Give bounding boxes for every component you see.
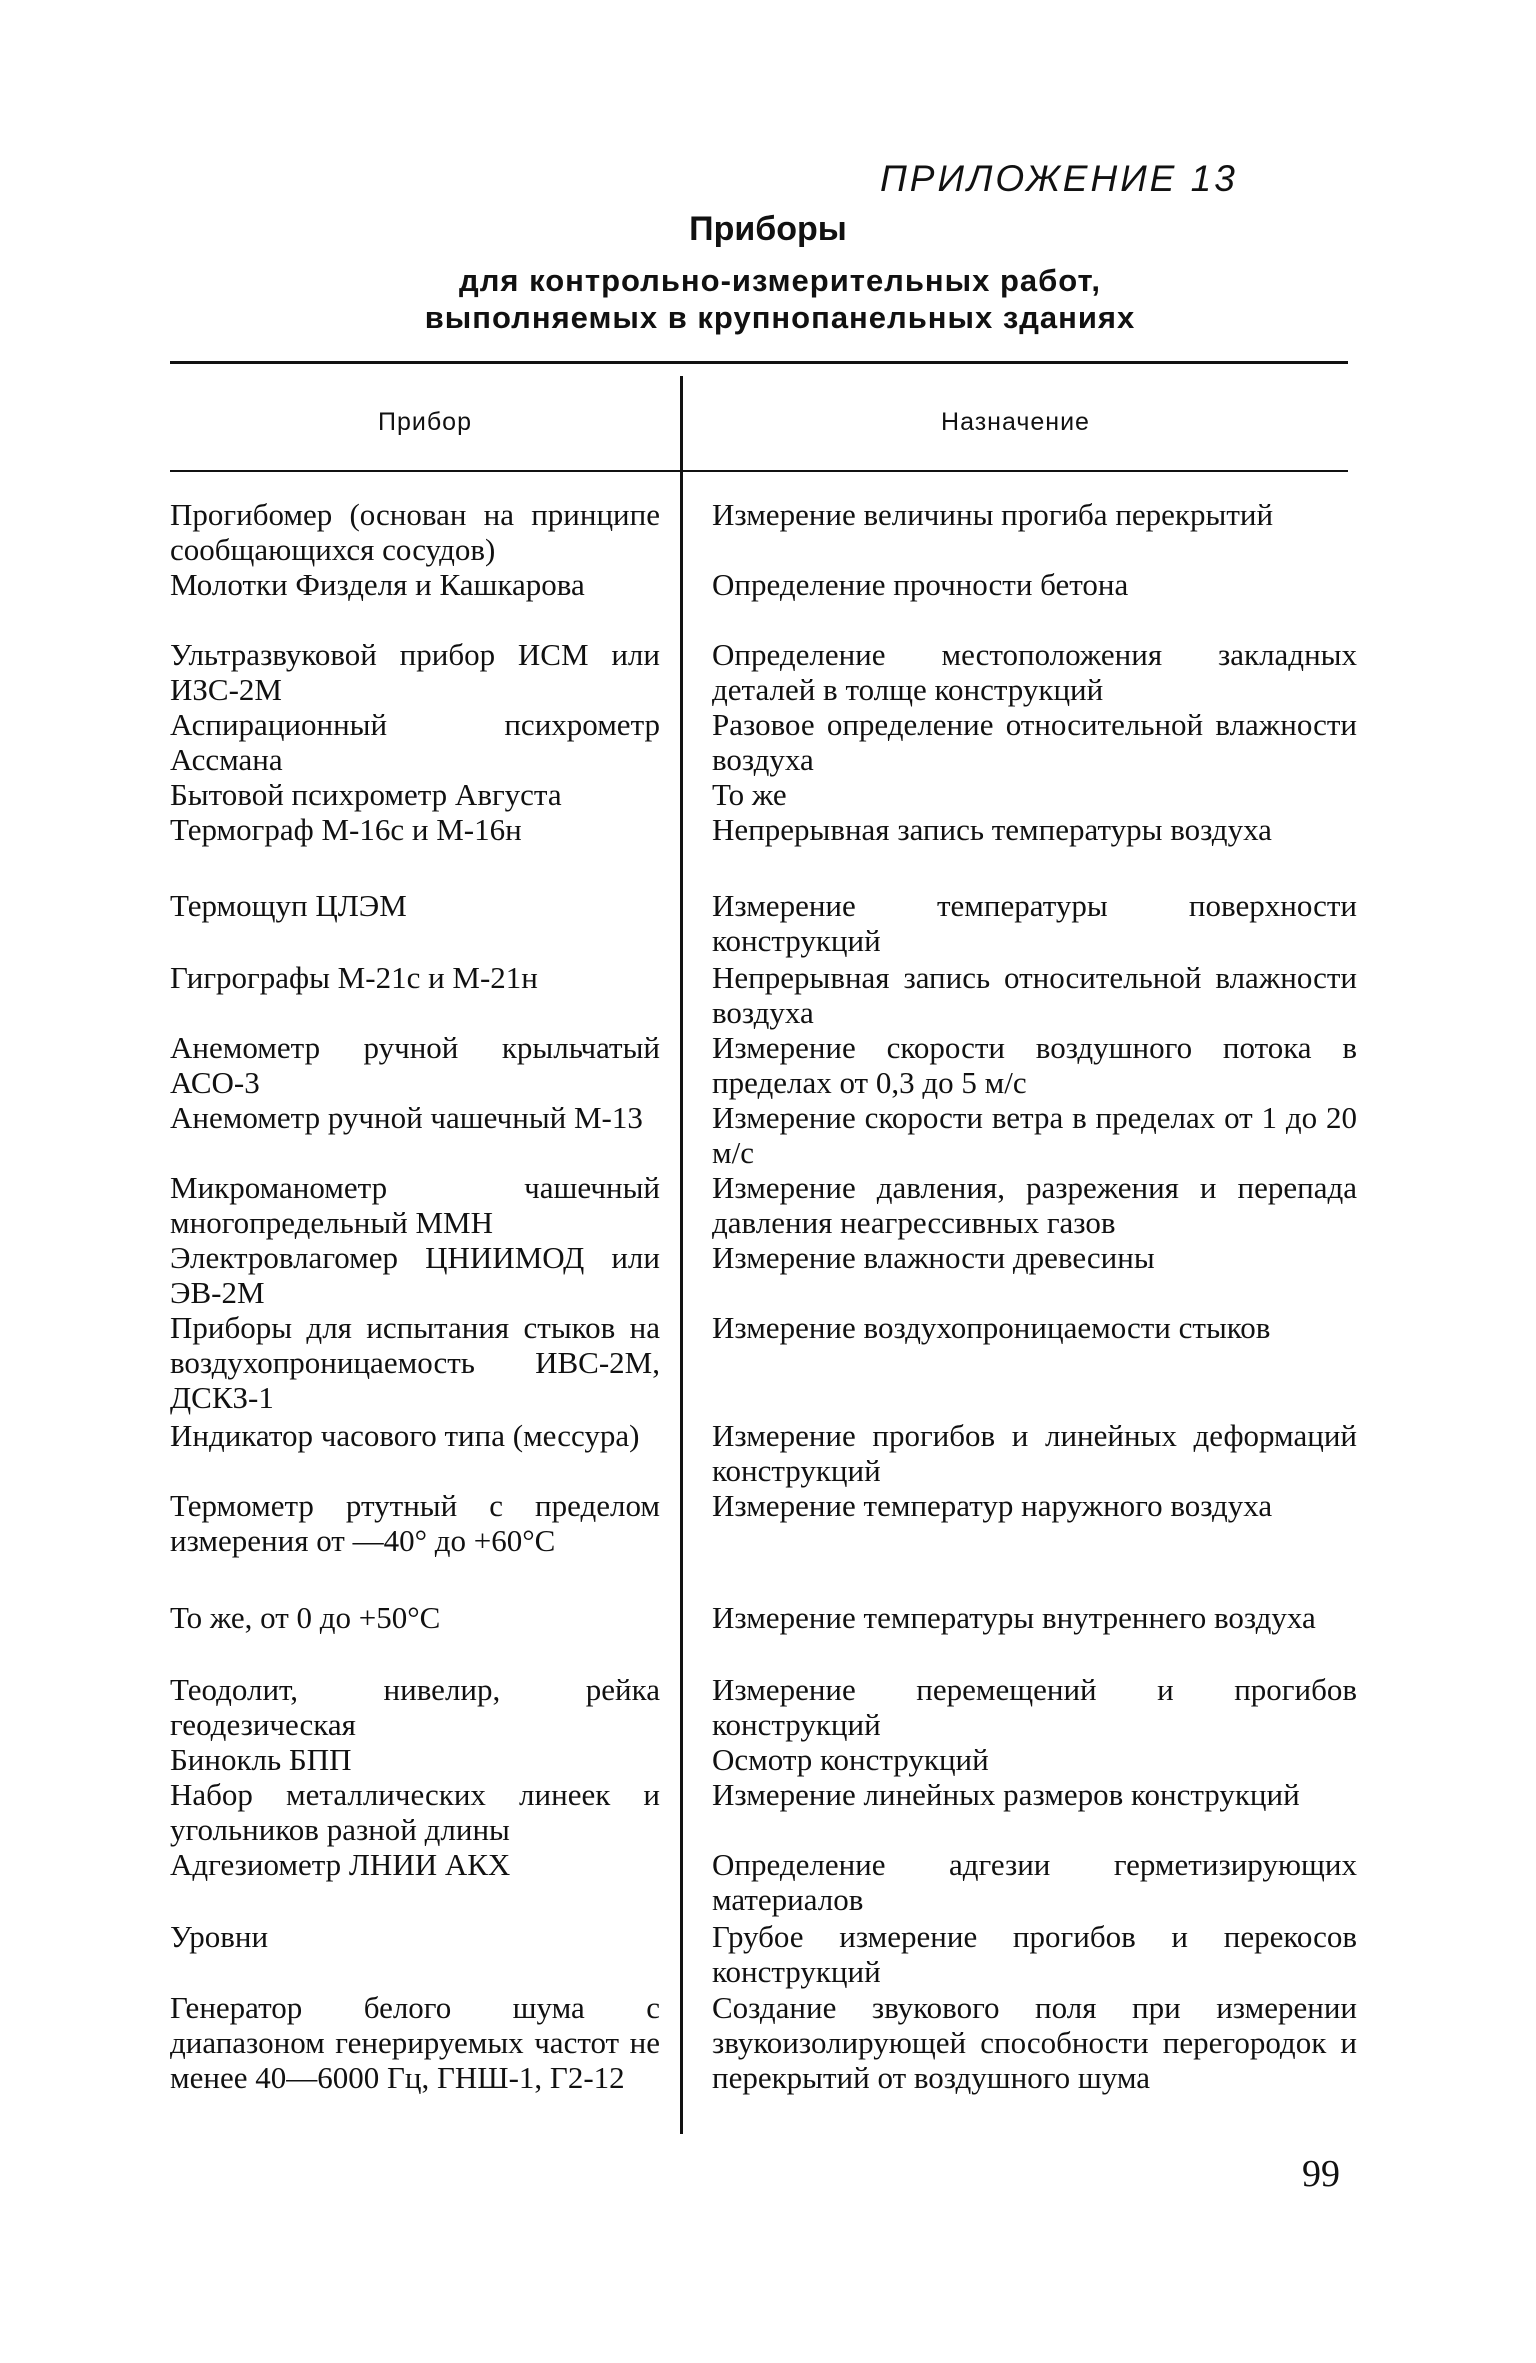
table-row-purpose: Непрерывная запись относительной влажности воздуха <box>712 960 1357 1030</box>
table-row-device: Ультразвуковой прибор ИСМ или ИЗС-2М <box>170 637 660 707</box>
table-row-purpose: Измерение перемещений и прогибов конструкций <box>712 1672 1357 1742</box>
subtitle-line-1: для контрольно-измерительных работ, <box>459 263 1101 298</box>
table-row-device: Аспирационный психрометр Ассмана <box>170 707 660 777</box>
table-header-rule <box>170 470 1348 472</box>
table-row-purpose: Измерение линейных размеров конструкций <box>712 1777 1300 1812</box>
table-row-purpose: Грубое измерение прогибов и перекосов конструкций <box>712 1919 1357 1989</box>
table-row-device: Термометр ртутный с пределом измерения от —40° до +60°С <box>170 1488 660 1558</box>
column-header-purpose: Назначение <box>941 408 1090 436</box>
table-row-purpose: Разовое определение относительной влажности воздуха <box>712 707 1357 777</box>
table-row-purpose: Осмотр конструкций <box>712 1742 989 1777</box>
table-row-device: Электровлагомер ЦНИИМОД или ЭВ-2М <box>170 1240 660 1310</box>
appendix-label: ПРИЛОЖЕНИЕ 13 <box>880 158 1238 199</box>
subtitle-line-2: выполняемых в крупнопанельных зданиях <box>424 300 1136 335</box>
table-row-device: Прогибомер (основан на принципе сообщающихся сосудов) <box>170 497 660 567</box>
table-row-purpose: Непрерывная запись температуры воздуха <box>712 812 1272 847</box>
table-row-device: Адгезиометр ЛНИИ АКХ <box>170 1847 511 1882</box>
table-row-purpose: Измерение температур наружного воздуха <box>712 1488 1273 1523</box>
table-row-purpose: Измерение влажности древесины <box>712 1240 1155 1275</box>
table-row-device: Термощуп ЦЛЭМ <box>170 888 407 923</box>
table-row-device: Набор металлических линеек и угольников разной длины <box>170 1777 660 1847</box>
table-row-device: Термограф М-16с и М-16н <box>170 812 522 847</box>
table-row-purpose: Измерение прогибов и линейных деформаций конструкций <box>712 1418 1357 1488</box>
column-divider <box>680 376 683 2134</box>
table-row-device: Приборы для испытания стыков на воздухопроницаемость ИВС-2М, ДСКЗ-1 <box>170 1310 660 1415</box>
table-row-device: Теодолит, нивелир, рейка геодезическая <box>170 1672 660 1742</box>
table-row-device: Индикатор часового типа (мессура) <box>170 1418 640 1453</box>
table-row-device: Гигрографы М-21с и М-21н <box>170 960 538 995</box>
table-row-device: Молотки Физделя и Кашкарова <box>170 567 585 602</box>
table-row-purpose: Определение местоположения закладных деталей в толще конструкций <box>712 637 1357 707</box>
table-row-device: То же, от 0 до +50°С <box>170 1600 441 1635</box>
table-row-device: Бытовой психрометр Августа <box>170 777 562 812</box>
table-row-purpose: Создание звукового поля при измерении звукоизолирующей способности перегородок и перекрытий от воздушного шума <box>712 1990 1357 2095</box>
table-row-purpose: Измерение давления, разрежения и перепада давления неагрессивных газов <box>712 1170 1357 1240</box>
table-row-purpose: Измерение температуры внутреннего воздуха <box>712 1600 1316 1635</box>
table-row-purpose: Измерение скорости ветра в пределах от 1 до 20 м/с <box>712 1100 1357 1170</box>
page-title: Приборы <box>689 210 847 248</box>
table-row-device: Генератор белого шума с диапазоном генерируемых частот не менее 40—6000 Гц, ГНШ-1, Г2-12 <box>170 1990 660 2095</box>
table-row-device: Анемометр ручной крыльчатый АСО-3 <box>170 1030 660 1100</box>
table-row-purpose: Измерение величины прогиба перекрытий <box>712 497 1274 532</box>
table-row-purpose: Измерение воздухопроницаемости стыков <box>712 1310 1271 1345</box>
table-top-rule <box>170 361 1348 364</box>
page-subtitle <box>400 262 1160 336</box>
table-row-purpose: Определение прочности бетона <box>712 567 1129 602</box>
table-row-purpose: То же <box>712 777 787 812</box>
table-row-purpose: Измерение температуры поверхности конструкций <box>712 888 1357 958</box>
table-row-purpose: Измерение скорости воздушного потока в пределах от 0,3 до 5 м/с <box>712 1030 1357 1100</box>
table-row-purpose: Определение адгезии герметизирующих материалов <box>712 1847 1357 1917</box>
table-row-device: Анемометр ручной чашечный М-13 <box>170 1100 643 1135</box>
table-row-device: Уровни <box>170 1919 269 1954</box>
table-row-device: Бинокль БПП <box>170 1742 352 1777</box>
page-number: 99 <box>1302 2153 1340 2195</box>
column-header-device: Прибор <box>378 408 472 436</box>
table-row-device: Микроманометр чашечный многопредельный ММН <box>170 1170 660 1240</box>
